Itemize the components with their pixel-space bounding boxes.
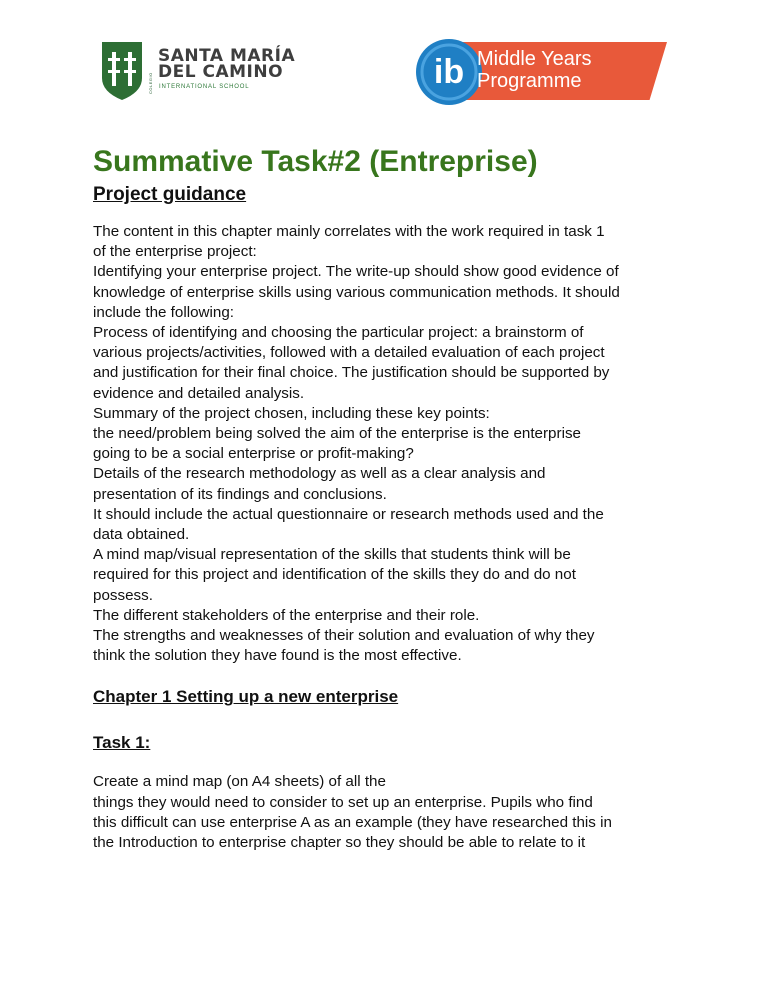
task-heading: Task 1: bbox=[93, 733, 151, 753]
task-paragraph bbox=[93, 772, 693, 853]
text-line: required for this project and identification of the skills they do and do not bbox=[93, 566, 576, 584]
ib-programme-name bbox=[477, 48, 592, 92]
text-line: The content in this chapter mainly correlates with the work required in task 1 bbox=[93, 223, 605, 240]
text-line: things they would need to consider to set up an enterprise. Pupils who find bbox=[93, 793, 593, 811]
page-title: Summative Task#2 (Entreprise) bbox=[93, 145, 538, 178]
ib-line1: Middle Years bbox=[477, 48, 592, 70]
text-line: various projects/activities, followed with a detailed evaluation of each project bbox=[93, 344, 605, 362]
text-line: Summary of the project chosen, including these key points: bbox=[93, 404, 490, 422]
school-logo bbox=[100, 40, 310, 102]
text-line: this difficult can use enterprise A as an example (they have researched this in bbox=[93, 813, 612, 831]
school-name-line1: SANTA MARÍA bbox=[158, 46, 296, 66]
shield-icon bbox=[100, 40, 144, 102]
text-line: A mind map/visual representation of the skills that students think will be bbox=[93, 546, 571, 564]
ib-globe-icon bbox=[413, 36, 485, 108]
text-line: knowledge of enterprise skills using various communication methods. It should bbox=[93, 283, 620, 301]
ib-myp-logo bbox=[413, 36, 667, 106]
text-line: and justification for their final choice. The justification should be supported by bbox=[93, 364, 610, 382]
text-line: the need/problem being solved the aim of the enterprise is the enterprise bbox=[93, 425, 581, 443]
text-line: going to be a social enterprise or profit-making? bbox=[93, 445, 414, 463]
text-line: the Introduction to enterprise chapter so they should be able to relate to it bbox=[93, 834, 586, 852]
document-body bbox=[93, 142, 693, 853]
text-line: The different stakeholders of the enterprise and their role. bbox=[93, 606, 480, 624]
project-guidance-heading: Project guidance bbox=[93, 184, 247, 205]
chapter-heading: Chapter 1 Setting up a new enterprise bbox=[93, 687, 399, 707]
text-line: It should include the actual questionnaire or research methods used and the bbox=[93, 505, 604, 523]
text-line: think the solution they have found is the most effective. bbox=[93, 647, 462, 665]
school-subtitle: INTERNATIONAL SCHOOL bbox=[159, 84, 250, 90]
text-line: Create a mind map (on A4 sheets) of all the bbox=[93, 773, 386, 791]
page-header bbox=[0, 0, 768, 130]
ib-line2: Programme bbox=[477, 70, 582, 92]
text-line: possess. bbox=[93, 586, 153, 604]
text-line: Process of identifying and choosing the particular project: a brainstorm of bbox=[93, 324, 584, 342]
text-line: The strengths and weaknesses of their solution and evaluation of why they bbox=[93, 627, 595, 645]
text-line: presentation of its findings and conclusions. bbox=[93, 485, 387, 503]
school-name bbox=[158, 48, 295, 80]
text-line: of the enterprise project: bbox=[93, 243, 257, 261]
ib-mark: ib bbox=[433, 53, 465, 91]
text-line: evidence and detailed analysis. bbox=[93, 384, 305, 402]
school-name-line2: DEL CAMINO bbox=[158, 62, 284, 82]
guidance-paragraph bbox=[93, 222, 693, 666]
text-line: include the following: bbox=[93, 303, 234, 321]
text-line: Details of the research methodology as well as a clear analysis and bbox=[93, 465, 546, 483]
school-side-label: COLEGIO bbox=[148, 72, 153, 94]
text-line: Identifying your enterprise project. The write-up should show good evidence of bbox=[93, 263, 619, 281]
text-line: data obtained. bbox=[93, 526, 190, 544]
